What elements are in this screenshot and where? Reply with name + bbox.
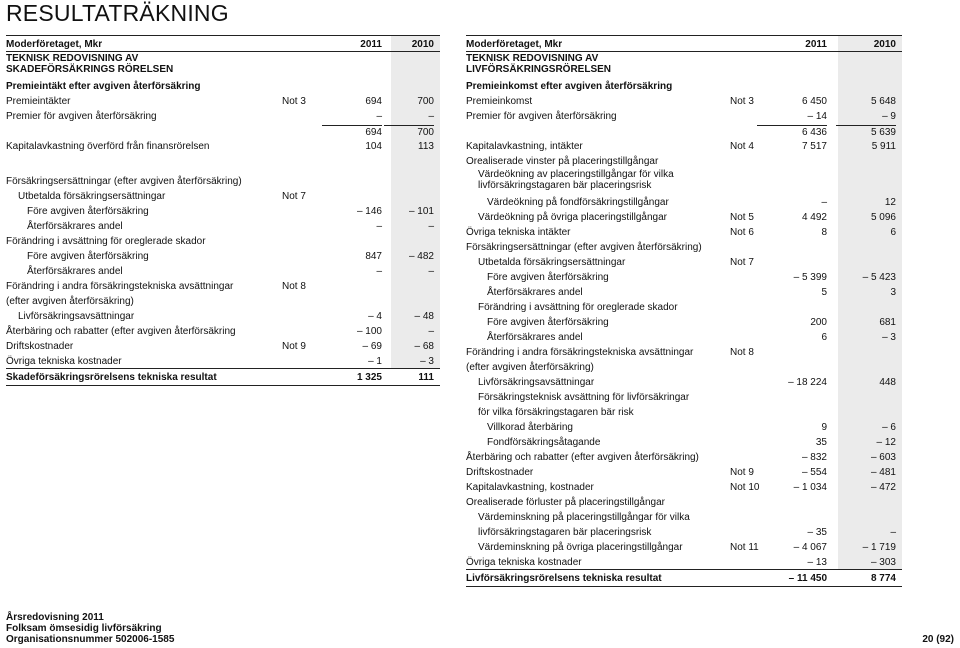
table-row	[466, 239, 902, 254]
table-row	[466, 314, 902, 329]
table-row	[466, 269, 902, 284]
page-number: 20 (92)	[922, 634, 954, 645]
table-row	[466, 123, 902, 138]
value-2011: 1 325	[356, 372, 382, 383]
table-row	[466, 52, 902, 78]
table-row	[466, 93, 902, 108]
report-footer	[6, 612, 174, 645]
value-2010: – 482	[408, 251, 434, 262]
value-2010: –	[428, 266, 434, 277]
table-row	[466, 434, 902, 449]
table-row	[466, 569, 902, 587]
header-label: Moderföretaget, Mkr	[6, 39, 103, 50]
value-2010: 5 911	[871, 141, 896, 152]
table-row	[6, 108, 440, 123]
row-label: Livförsäkringsavsättningar	[18, 311, 135, 322]
value-2011: 5	[821, 287, 827, 298]
row-label: TEKNISK REDOVISNING AV LIVFÖRSÄKRINGSRÖRELSEN	[466, 53, 612, 75]
value-2011: 6 450	[801, 96, 827, 107]
table-row	[466, 78, 902, 93]
value-2010: –	[890, 527, 896, 538]
row-note: Not 8	[730, 347, 754, 358]
value-2010: – 1 719	[862, 542, 896, 553]
header-year-2010: 2010	[873, 39, 896, 50]
value-2010: 12	[884, 197, 896, 208]
table-row	[466, 479, 902, 494]
row-label: Förändring i andra försäkringstekniska avsättningar	[466, 347, 694, 358]
value-2011: 6 436	[757, 125, 827, 139]
row-label: Förändring i avsättning för oreglerade skador	[478, 302, 678, 313]
row-label: Kapitalavkastning, intäkter	[466, 141, 583, 152]
row-label: Premier för avgiven återförsäkring	[6, 111, 157, 122]
header-year-2010: 2010	[411, 39, 434, 50]
row-label: Premier för avgiven återförsäkring	[466, 111, 617, 122]
table-row	[466, 404, 902, 419]
row-label: Värdeminskning på placeringstillgångar för vilka	[478, 512, 690, 523]
row-label: Utbetalda försäkringsersättningar	[18, 191, 166, 202]
table-row	[466, 464, 902, 479]
header-year-2011: 2011	[805, 39, 827, 50]
row-label: Villkorad återbäring	[487, 422, 573, 433]
table-row	[466, 359, 902, 374]
row-label: (efter avgiven återförsäkring)	[6, 296, 134, 307]
value-2011: 694	[365, 96, 382, 107]
header-year-2011: 2011	[360, 39, 382, 50]
row-label: Försäkringsteknisk avsättning för livförsäkringar	[478, 392, 690, 403]
row-note: Not 5	[730, 212, 754, 223]
row-label: Före avgiven återförsäkring	[27, 251, 149, 262]
row-label: Före avgiven återförsäkring	[487, 272, 609, 283]
value-2010: – 48	[414, 311, 434, 322]
row-label: Kapitalavkastning, kostnader	[466, 482, 594, 493]
row-note: Not 3	[730, 96, 754, 107]
table-row	[6, 308, 440, 323]
value-2011: – 11 450	[788, 573, 827, 584]
value-2011: 9	[821, 422, 827, 433]
row-label: Återförsäkrares andel	[487, 332, 583, 343]
value-2010: –	[428, 111, 434, 122]
table-header	[466, 35, 902, 52]
table-row	[466, 224, 902, 239]
value-2010: 113	[418, 141, 434, 152]
value-2011: – 1 034	[793, 482, 827, 493]
row-note: Not 7	[730, 257, 754, 268]
value-2011: – 18 224	[788, 377, 827, 388]
table-row	[466, 284, 902, 299]
row-label: Livförsäkringsavsättningar	[478, 377, 595, 388]
row-label: Premieinkomst	[466, 96, 533, 107]
value-2011: –	[376, 111, 382, 122]
value-2011: – 146	[356, 206, 382, 217]
table-row	[466, 449, 902, 464]
value-2010: 681	[879, 317, 896, 328]
row-label: Orealiserade vinster på placeringstillgångar	[466, 156, 659, 167]
value-2011: 35	[815, 437, 827, 448]
row-label: Övriga tekniska kostnader	[6, 356, 122, 367]
row-label: (efter avgiven återförsäkring)	[466, 362, 594, 373]
row-label: Värdeökning på fondförsäkringstillgångar	[487, 197, 669, 208]
row-label: Fondförsäkringsåtagande	[487, 437, 601, 448]
table-row	[6, 353, 440, 368]
table-row	[466, 153, 902, 168]
row-label: Livförsäkringsrörelsens tekniska resultat	[466, 573, 662, 584]
row-label: Försäkringsersättningar (efter avgiven återförsäkring)	[6, 176, 242, 187]
row-label: Premieintäkter	[6, 96, 71, 107]
value-2011: – 35	[807, 527, 827, 538]
table-row	[6, 188, 440, 203]
row-note: Not 10	[730, 482, 760, 493]
table-header	[6, 35, 440, 52]
value-2010: 3	[890, 287, 896, 298]
value-2011: 6	[821, 332, 827, 343]
row-label: Premieintäkt efter avgiven återförsäkring	[6, 81, 201, 92]
value-2011: 694	[322, 125, 382, 139]
table-row	[466, 194, 902, 209]
row-note: Not 11	[730, 542, 759, 553]
page-title: RESULTATRÄKNING	[6, 0, 229, 26]
table-row	[466, 539, 902, 554]
row-label: TEKNISK REDOVISNING AV SKADEFÖRSÄKRINGS RÖRELSEN	[6, 53, 174, 75]
table-row	[6, 338, 440, 353]
value-2010: 5 639	[836, 125, 896, 139]
table-row	[466, 108, 902, 123]
table-row	[466, 168, 902, 194]
value-2011: –	[376, 221, 382, 232]
row-label: Förändring i avsättning för oreglerade skador	[6, 236, 206, 247]
table-row	[6, 173, 440, 188]
value-2011: – 13	[807, 557, 827, 568]
table-row	[466, 329, 902, 344]
footer-report-title: Årsredovisning 2011	[6, 612, 104, 623]
row-label: Försäkringsersättningar (efter avgiven återförsäkring)	[466, 242, 702, 253]
value-2011: – 1	[368, 356, 382, 367]
row-note: Not 9	[282, 341, 306, 352]
row-label: Driftskostnader	[466, 467, 534, 478]
table-row	[6, 52, 440, 78]
table-row	[466, 524, 902, 539]
row-label: Driftskostnader	[6, 341, 74, 352]
row-label: Orealiserade förluster på placeringstillgångar	[466, 497, 665, 508]
value-2010: –	[428, 326, 434, 337]
value-2011: – 5 399	[793, 272, 827, 283]
row-label: Övriga tekniska kostnader	[466, 557, 582, 568]
footer-org-number: Organisationsnummer 502006-1585	[6, 634, 175, 645]
table-row	[6, 323, 440, 338]
table-row	[466, 254, 902, 269]
table-row	[6, 278, 440, 293]
table-row	[6, 263, 440, 278]
value-2010: – 303	[870, 557, 896, 568]
table-row	[466, 389, 902, 404]
value-2010: – 68	[414, 341, 434, 352]
table-row	[6, 123, 440, 138]
table-row	[466, 209, 902, 224]
row-note: Not 7	[282, 191, 306, 202]
value-2010: 8 774	[870, 573, 896, 584]
value-2010: 448	[879, 377, 896, 388]
value-2010: 700	[417, 96, 434, 107]
table-row	[466, 138, 902, 153]
row-note: Not 6	[730, 227, 754, 238]
value-2011: 8	[821, 227, 827, 238]
value-2010: 111	[418, 372, 434, 383]
table-row	[6, 78, 440, 93]
value-2010: – 12	[876, 437, 896, 448]
value-2011: 200	[810, 317, 827, 328]
value-2011: 4 492	[801, 212, 827, 223]
row-note: Not 8	[282, 281, 306, 292]
value-2011: –	[376, 266, 382, 277]
table-row	[6, 138, 440, 153]
value-2010: – 481	[870, 467, 896, 478]
row-note: Not 3	[282, 96, 306, 107]
value-2010: – 101	[408, 206, 434, 217]
value-2010: –	[428, 221, 434, 232]
value-2011: 7 517	[801, 141, 827, 152]
row-label: Kapitalavkastning överförd från finansrörelsen	[6, 141, 210, 152]
table-row	[6, 93, 440, 108]
row-label: Återförsäkrares andel	[487, 287, 583, 298]
value-2010: – 603	[870, 452, 896, 463]
value-2011: 847	[365, 251, 382, 262]
table-row	[6, 218, 440, 233]
table-row	[6, 153, 440, 173]
table-row	[6, 293, 440, 308]
row-label: Förändring i andra försäkringstekniska avsättningar	[6, 281, 234, 292]
table-row	[6, 233, 440, 248]
table-row	[466, 374, 902, 389]
value-2011: 104	[365, 141, 382, 152]
row-label: Premieinkomst efter avgiven återförsäkring	[466, 81, 673, 92]
row-label: Återbäring och rabatter (efter avgiven återförsäkring	[6, 326, 236, 337]
row-label: för vilka försäkringstagaren bär risk	[478, 407, 634, 418]
left-income-statement	[6, 35, 440, 386]
row-label: Utbetalda försäkringsersättningar	[478, 257, 626, 268]
value-2010: – 3	[882, 332, 896, 343]
row-label: Återbäring och rabatter (efter avgiven återförsäkring)	[466, 452, 699, 463]
value-2010: 6	[890, 227, 896, 238]
table-row	[6, 248, 440, 263]
table-row	[466, 554, 902, 569]
value-2011: – 4 067	[793, 542, 827, 553]
value-2011: – 69	[362, 341, 382, 352]
value-2010: – 3	[420, 356, 434, 367]
row-label: Före avgiven återförsäkring	[27, 206, 149, 217]
value-2010: 5 648	[870, 96, 896, 107]
row-label: livförsäkringstagaren bär placeringsrisk	[478, 527, 652, 538]
value-2010: 700	[384, 125, 434, 139]
row-label: Återförsäkrares andel	[27, 266, 123, 277]
value-2011: – 832	[801, 452, 827, 463]
table-row	[6, 203, 440, 218]
table-row	[466, 419, 902, 434]
value-2011: – 554	[801, 467, 827, 478]
value-2010: – 9	[882, 111, 896, 122]
value-2011: – 14	[807, 111, 827, 122]
value-2010: – 5 423	[862, 272, 896, 283]
row-label: Skadeförsäkringsrörelsens tekniska resultat	[6, 372, 217, 383]
row-label: Övriga tekniska intäkter	[466, 227, 571, 238]
row-note: Not 4	[730, 141, 754, 152]
table-row	[466, 509, 902, 524]
value-2010: – 472	[870, 482, 896, 493]
value-2011: – 4	[368, 311, 382, 322]
value-2010: 5 096	[870, 212, 896, 223]
table-row	[6, 368, 440, 386]
table-row	[466, 299, 902, 314]
footer-company: Folksam ömsesidig livförsäkring	[6, 623, 162, 634]
right-income-statement	[466, 35, 902, 587]
value-2011: –	[821, 197, 827, 208]
row-note: Not 9	[730, 467, 754, 478]
header-label: Moderföretaget, Mkr	[466, 39, 563, 50]
row-label: Värdeminskning på övriga placeringstillgångar	[478, 542, 683, 553]
row-label: Återförsäkrares andel	[27, 221, 123, 232]
value-2010: – 6	[882, 422, 896, 433]
value-2011: – 100	[356, 326, 382, 337]
row-label: Värdeökning på övriga placeringstillgångar	[478, 212, 668, 223]
row-label: Före avgiven återförsäkring	[487, 317, 609, 328]
table-row	[466, 344, 902, 359]
row-label: Värdeökning av placeringstillgångar för vilka livförsäkringstagaren bär placeringsrisk	[478, 169, 674, 191]
table-row	[466, 494, 902, 509]
